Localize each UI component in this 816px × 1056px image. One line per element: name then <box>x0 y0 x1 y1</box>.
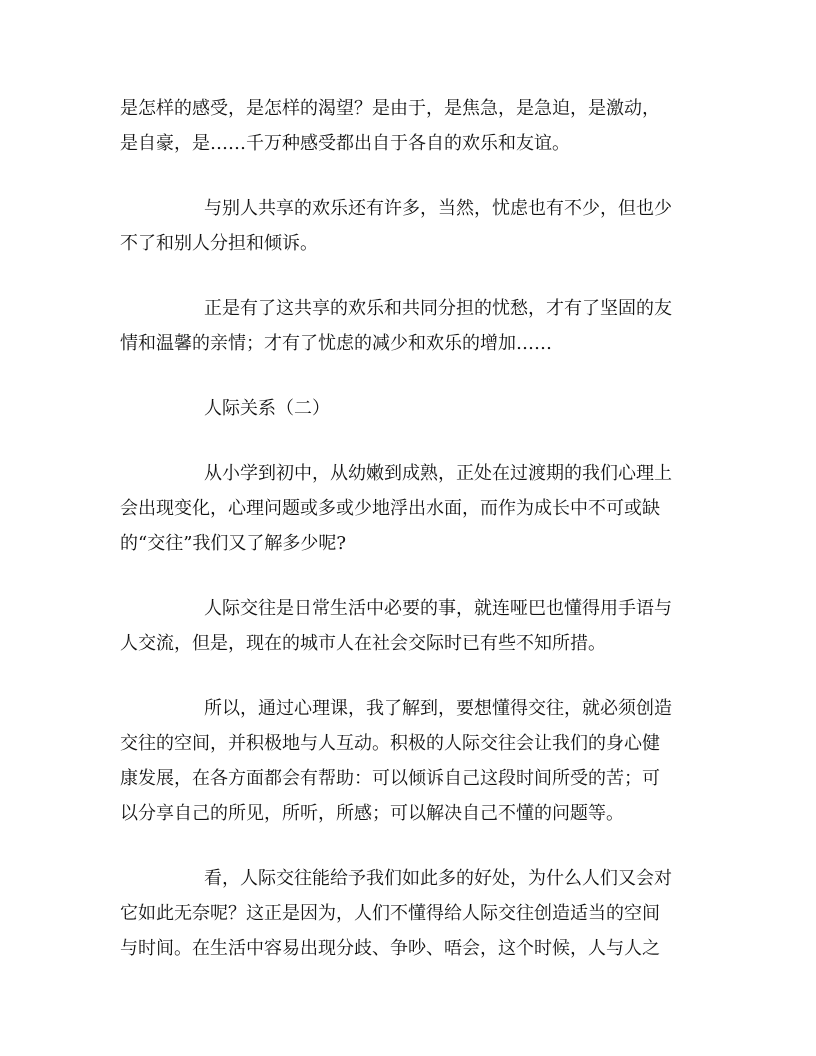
text-line: 情和温馨的亲情；才有了忧虑的减少和欢乐的增加…… <box>120 333 552 354</box>
text-line: 不了和别人分担和倾诉。 <box>120 233 318 254</box>
paragraph-gap <box>120 361 696 391</box>
paragraph <box>120 91 696 161</box>
paragraph-gap <box>120 831 696 861</box>
text-line: 正是有了这共享的欢乐和共同分担的忧愁，才有了坚固的友 <box>204 298 672 319</box>
text-line: 从小学到初中，从幼嫩到成熟，正处在过渡期的我们心理上 <box>204 463 672 484</box>
text-line: 是怎样的感受，是怎样的渴望？是由于，是焦急，是急迫，是激动， <box>120 98 660 119</box>
paragraph-gap <box>120 261 696 291</box>
paragraph-gap <box>120 561 696 591</box>
text-line: 以分享自己的所见，所听，所感；可以解决自己不懂的问题等。 <box>120 803 624 824</box>
text-line: 交往的空间，并积极地与人互动。积极的人际交往会让我们的身心健 <box>120 733 660 754</box>
paragraph-gap <box>120 161 696 191</box>
section-heading <box>120 391 696 426</box>
text-line: 康发展，在各方面都会有帮助：可以倾诉自己这段时间所受的苦；可 <box>120 768 660 789</box>
paragraph-gap <box>120 661 696 691</box>
paragraph <box>120 861 696 966</box>
paragraph <box>120 591 696 661</box>
text-line: 人交流，但是，现在的城市人在社会交际时已有些不知所措。 <box>120 633 606 654</box>
text-line: 人际交往是日常生活中必要的事，就连哑巴也懂得用手语与 <box>204 598 672 619</box>
text-line: 它如此无奈呢？这正是因为，人们不懂得给人际交往创造适当的空间 <box>120 903 660 924</box>
paragraph <box>120 691 696 831</box>
document-body <box>120 91 696 966</box>
text-line: 是自豪，是……千万种感受都出自于各自的欢乐和友谊。 <box>120 133 570 154</box>
paragraph <box>120 191 696 261</box>
text-line: 的“交往”我们又了解多少呢? <box>120 533 347 554</box>
text-line: 与时间。在生活中容易出现分歧、争吵、唔会，这个时候，人与人之 <box>120 938 660 959</box>
paragraph <box>120 291 696 361</box>
text-line: 所以，通过心理课，我了解到，要想懂得交往，就必须创造 <box>204 698 672 719</box>
paragraph <box>120 456 696 561</box>
section-title: 人际关系（二） <box>204 398 330 419</box>
text-line: 与别人共享的欢乐还有许多，当然，忧虑也有不少，但也少 <box>204 198 672 219</box>
paragraph-gap <box>120 426 696 456</box>
text-line: 会出现变化，心理问题或多或少地浮出水面，而作为成长中不可或缺 <box>120 498 660 519</box>
text-line: 看，人际交往能给予我们如此多的好处，为什么人们又会对 <box>204 868 672 889</box>
